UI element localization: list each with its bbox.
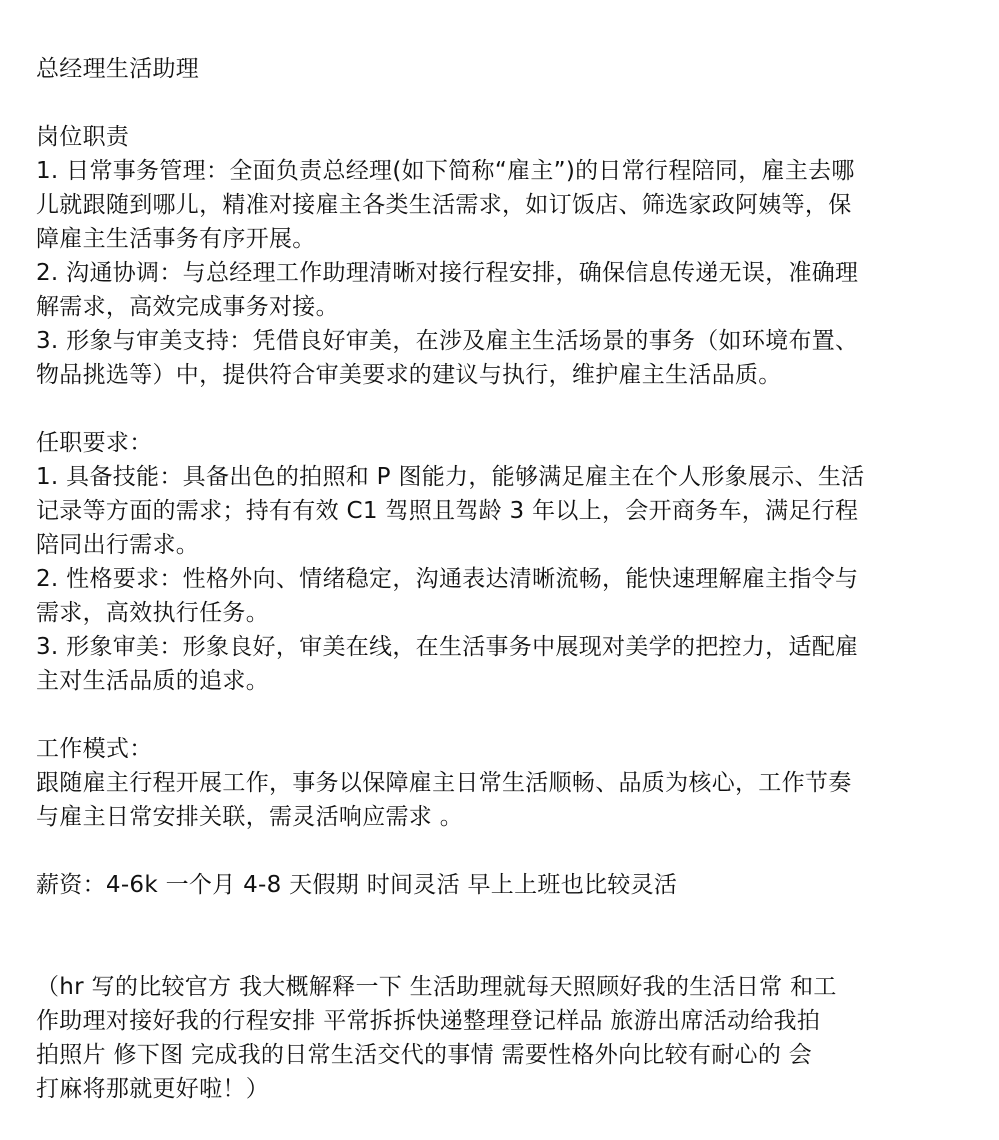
spacer bbox=[36, 86, 956, 120]
requirements-line: 需求，高效执行任务。 bbox=[36, 600, 269, 626]
requirements-line: 2. 性格要求：性格外向、情绪稳定，沟通表达清晰流畅，能快速理解雇主指令与 bbox=[36, 566, 859, 592]
responsibilities-line: 障雇主生活事务有序开展。 bbox=[36, 226, 316, 252]
responsibilities-heading: 岗位职责 bbox=[36, 124, 130, 150]
document-title: 总经理生活助理 bbox=[36, 56, 200, 82]
requirements-section bbox=[36, 426, 956, 698]
note-line: 打麻将那就更好啦！） bbox=[36, 1076, 269, 1102]
requirements-line: 记录等方面的需求；持有有效 C1 驾照且驾龄 3 年以上，会开商务车，满足行程 bbox=[36, 498, 859, 524]
spacer bbox=[36, 392, 956, 426]
requirements-line: 3. 形象审美：形象良好，审美在线，在生活事务中展现对美学的把控力，适配雇 bbox=[36, 634, 859, 660]
spacer bbox=[36, 834, 956, 868]
spacer bbox=[36, 698, 956, 732]
note-line: （hr 写的比较官方 我大概解释一下 生活助理就每天照顾好我的生活日常 和工 bbox=[36, 974, 837, 1000]
responsibilities-line: 2. 沟通协调：与总经理工作助理清晰对接行程安排，确保信息传递无误，准确理 bbox=[36, 260, 859, 286]
responsibilities-line: 3. 形象与审美支持：凭借良好审美，在涉及雇主生活场景的事务（如环境布置、 bbox=[36, 328, 859, 354]
responsibilities-line: 儿就跟随到哪儿，精准对接雇主各类生活需求，如订饭店、筛选家政阿姨等，保 bbox=[36, 192, 852, 218]
note-line: 拍照片 修下图 完成我的日常生活交代的事情 需要性格外向比较有耐心的 会 bbox=[36, 1042, 813, 1068]
note-line: 作助理对接好我的行程安排 平常拆拆快递整理登记样品 旅游出席活动给我拍 bbox=[36, 1008, 821, 1034]
responsibilities-section bbox=[36, 120, 956, 392]
requirements-line: 1. 具备技能：具备出色的拍照和 P 图能力，能够满足雇主在个人形象展示、生活 bbox=[36, 464, 865, 490]
work-mode-heading: 工作模式： bbox=[36, 736, 153, 762]
work-mode-line: 与雇主日常安排关联，需灵活响应需求 。 bbox=[36, 804, 464, 830]
work-mode-line: 跟随雇主行程开展工作，事务以保障雇主日常生活顺畅、品质为核心，工作节奏 bbox=[36, 770, 852, 796]
spacer bbox=[36, 902, 956, 970]
informal-note-section bbox=[36, 970, 956, 1106]
responsibilities-line: 1. 日常事务管理：全面负责总经理(如下简称“雇主”)的日常行程陪同，雇主去哪 bbox=[36, 158, 855, 184]
requirements-heading: 任职要求： bbox=[36, 430, 153, 456]
salary-line: 薪资：4-6k 一个月 4-8 天假期 时间灵活 早上上班也比较灵活 bbox=[36, 872, 678, 898]
responsibilities-line: 解需求，高效完成事务对接。 bbox=[36, 294, 339, 320]
requirements-line: 陪同出行需求。 bbox=[36, 532, 200, 558]
responsibilities-line: 物品挑选等）中，提供符合审美要求的建议与执行，维护雇主生活品质。 bbox=[36, 362, 782, 388]
requirements-line: 主对生活品质的追求。 bbox=[36, 668, 269, 694]
work-mode-section bbox=[36, 732, 956, 834]
job-description-document bbox=[36, 52, 956, 1106]
